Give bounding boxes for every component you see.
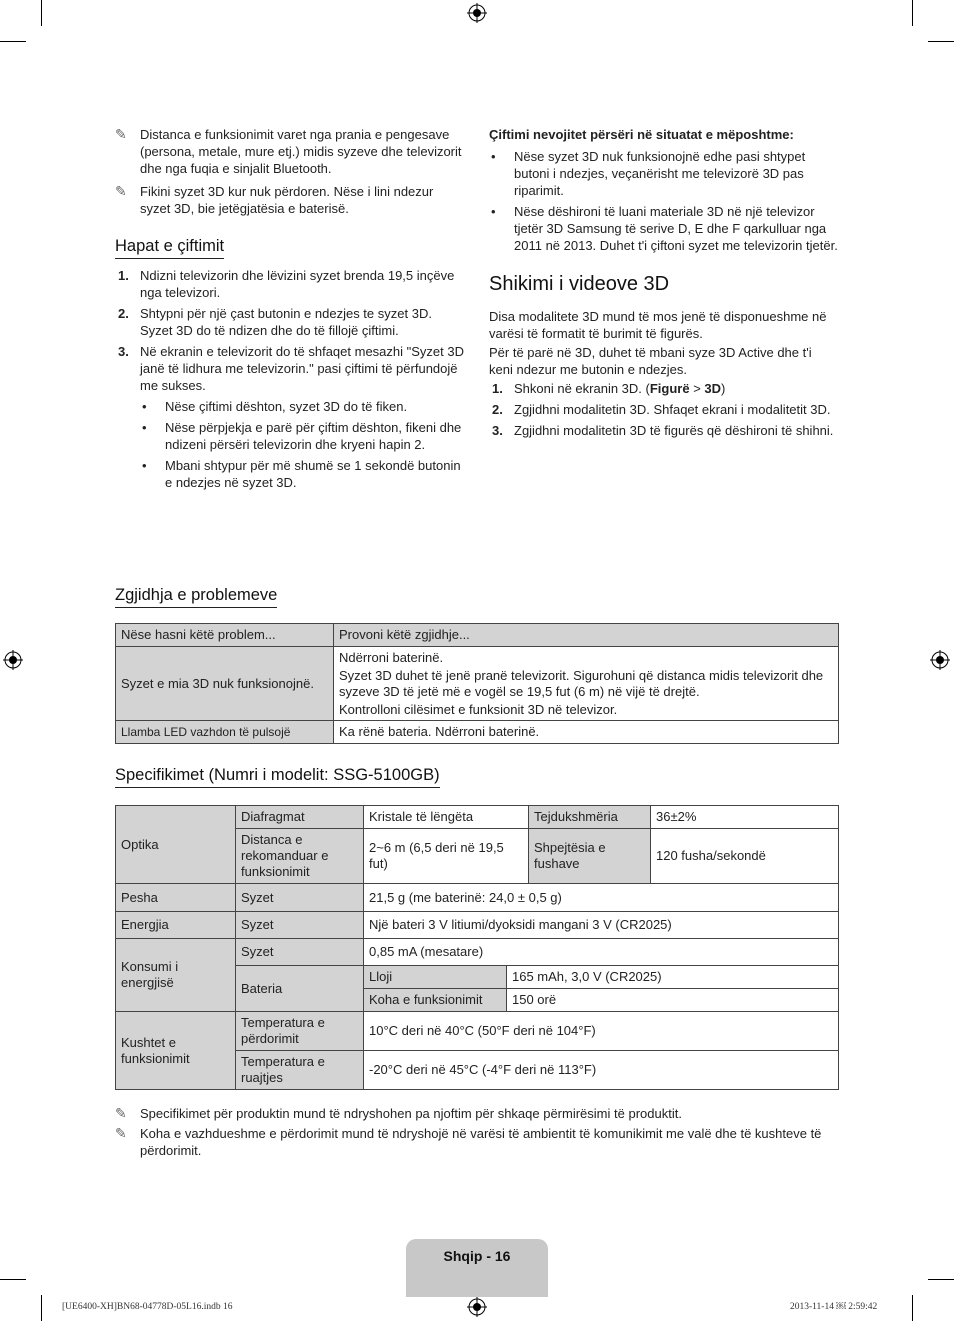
section-title-troubleshooting: Zgjidhja e problemeve xyxy=(115,586,277,608)
registration-mark-icon xyxy=(467,3,487,23)
print-file-info: [UE6400-XH]BN68-04778D-05L16.indb 16 xyxy=(62,1302,233,1312)
table-cell: Syzet xyxy=(236,884,364,912)
crop-mark xyxy=(41,1295,42,1321)
crop-mark xyxy=(928,1279,954,1280)
specs-table xyxy=(115,805,839,1090)
table-cell: -20°C deri në 45°C (-4°F deri në 113°F) xyxy=(364,1051,839,1090)
note: ✎ Specifikimet për produktin mund të ndryshohen pa njoftim për shkaqe përmirësimi të produktit. xyxy=(115,1105,682,1121)
table-cell: 165 mAh, 3,0 V (CR2025) xyxy=(507,966,839,989)
section-title-pairing: Hapat e çiftimit xyxy=(115,237,224,259)
table-cell: Optika xyxy=(116,806,236,884)
table-cell: 0,85 mA (mesatare) xyxy=(364,939,839,966)
list-item: 1. Ndizni televizorin dhe lëvizini syzet brenda 19,5 inçëve nga televizori. xyxy=(118,268,455,300)
table-header: Nëse hasni këtë problem... xyxy=(116,624,334,647)
pencil-note-icon: ✎ xyxy=(115,183,127,199)
paragraph: Për të parë në 3D, duhet të mbani syze 3D Active dhe t'i keni ndezur me butonin e ndezjes. xyxy=(489,345,812,377)
list-item: • Nëse përpjekja e parë për çiftim dështon, fikeni dhe ndizeni përsëri televizorin dhe kryeni hapin 2. xyxy=(140,419,465,453)
troubleshooting-table xyxy=(115,623,839,744)
list-item: 2. Zgjidhni modalitetin 3D. Shfaqet ekrani i modalitetit 3D. xyxy=(492,402,831,417)
crop-mark xyxy=(928,41,954,42)
spec-notes xyxy=(115,1105,839,1165)
table-cell: Temperatura e përdorimit xyxy=(236,1012,364,1051)
pencil-note-icon: ✎ xyxy=(115,126,127,142)
pencil-note-icon: ✎ xyxy=(115,1125,127,1141)
table-cell: Konsumi i energjisë xyxy=(116,939,236,1012)
list-item: • Mbani shtypur për më shumë se 1 sekondë butonin e ndezjes në syzet 3D. xyxy=(140,457,465,491)
table-cell: Shpejtësia e fushave xyxy=(529,829,651,884)
table-cell: Temperatura e ruajtjes xyxy=(236,1051,364,1090)
solution-line: Syzet 3D duhet të jenë pranë televizorit. Sigurohuni që distanca midis televizorit dhe syzeve 3D të jetë më e vogël se 19,5 fut (6 m) në vijë të drejtë. xyxy=(339,668,824,699)
list-item: • Nëse syzet 3D nuk funksionojnë edhe pasi shtypet butoni i ndezjes, veçanërisht me televizorë 3D pas riparimit. xyxy=(489,148,839,199)
table-cell: Kushtet e funksionimit xyxy=(116,1012,236,1090)
crop-mark xyxy=(0,41,26,42)
left-column xyxy=(115,126,465,495)
repair-title: Çiftimi nevojitet përsëri në situatat e mëposhtme: xyxy=(489,127,794,142)
table-cell: 10°C deri në 40°C (50°F deri në 104°F) xyxy=(364,1012,839,1051)
list-item: 2. Shtypni për një çast butonin e ndezjes te syzet 3D. Syzet 3D do të ndizen dhe do të fillojë çiftimi. xyxy=(118,306,432,338)
pairing-steps xyxy=(115,267,465,491)
registration-mark-icon xyxy=(930,650,950,670)
table-row xyxy=(116,721,839,744)
table-cell: Koha e funksionimit xyxy=(364,989,507,1012)
table-cell: 120 fusha/sekondë xyxy=(651,829,839,884)
table-cell: Bateria xyxy=(236,966,364,1012)
table-row xyxy=(116,912,839,939)
paragraph: Disa modalitete 3D mund të mos jenë të disponueshme në varësi të formatit të burimit të figurës. xyxy=(489,309,827,341)
table-cell: Syzet xyxy=(236,912,364,939)
table-cell: Energjia xyxy=(116,912,236,939)
table-cell: Kristale të lëngëta xyxy=(364,806,529,829)
table-cell: Syzet e mia 3D nuk funksionojnë. xyxy=(116,647,334,721)
video-steps xyxy=(489,380,839,439)
table-cell: 36±2% xyxy=(651,806,839,829)
crop-mark xyxy=(41,0,42,26)
section-title-3d-video: Shikimi i videove 3D xyxy=(489,273,670,295)
list-item: 3. Zgjidhni modalitetin 3D të figurës që dëshironi të shihni. xyxy=(492,423,834,438)
table-cell: Syzet xyxy=(236,939,364,966)
table-cell: Ka rënë bateria. Ndërroni baterinë. xyxy=(334,721,839,744)
specs-heading-wrap xyxy=(115,766,440,788)
table-cell: Llamba LED vazhdon të pulsojë xyxy=(116,721,334,744)
table-row xyxy=(116,884,839,912)
table-header: Provoni këtë zgjidhje... xyxy=(334,624,839,647)
pairing-bullets xyxy=(115,398,465,491)
section-title-specs: Specifikimet (Numri i modelit: SSG-5100GB) xyxy=(115,766,440,788)
right-column xyxy=(489,126,839,443)
table-cell: Një bateri 3 V litiumi/dyoksidi mangani 3 V (CR2025) xyxy=(364,912,839,939)
list-item: 1. Shkoni në ekranin 3D. (Figurë > 3D) xyxy=(492,381,726,396)
table-cell: 150 orë xyxy=(507,989,839,1012)
list-item: 3. Në ekranin e televizorit do të shfaqet mesazhi "Syzet 3D janë të lidhura me televizorin." pasi çiftimi të përfundojë me sukses. • Nëse çiftimi dështon, syzet 3D do të fiken. • Nëse përpjekja e parë për çiftim dështon, fikeni dhe ndizeni përsëri televizorin dhe kryeni hapin 2. • Mbani shtypur për më shumë se 1 sekondë butonin e ndezjes në syzet 3D. xyxy=(115,343,465,491)
note: ✎ Koha e vazhdueshme e përdorimit mund të ndryshojë në varësi të ambientit të komunikimit me valë dhe të kushteve të përdorimit. xyxy=(115,1125,822,1158)
repair-bullets xyxy=(489,148,839,254)
page-number: Shqip - 16 xyxy=(443,1248,511,1264)
table-cell: 21,5 g (me baterinë: 24,0 ± 0,5 g) xyxy=(364,884,839,912)
table-cell: Tejdukshmëria xyxy=(529,806,651,829)
list-item: • Nëse çiftimi dështon, syzet 3D do të fiken. xyxy=(140,398,465,415)
table-cell: Distanca e rekomanduar e funksionimit xyxy=(236,829,364,884)
crop-mark xyxy=(912,0,913,26)
note: ✎ Fikini syzet 3D kur nuk përdoren. Nëse i lini ndezur syzet 3D, bie jetëgjatësia e baterisë. xyxy=(115,183,434,216)
table-row xyxy=(116,624,839,647)
solution-line: Ndërroni baterinë. xyxy=(339,650,444,665)
table-row xyxy=(116,1012,839,1051)
table-cell: Diafragmat xyxy=(236,806,364,829)
pencil-note-icon: ✎ xyxy=(115,1105,127,1121)
solution-line: Kontrolloni cilësimet e funksionit 3D në televizor. xyxy=(339,702,618,717)
table-cell: Lloji xyxy=(364,966,507,989)
registration-mark-icon xyxy=(467,1297,487,1317)
page-number-tab xyxy=(406,1239,548,1297)
table-cell: Pesha xyxy=(116,884,236,912)
registration-mark-icon xyxy=(3,650,23,670)
troubleshooting-heading-wrap xyxy=(115,586,277,608)
list-item: • Nëse dëshironi të luani materiale 3D në një televizor tjetër 3D Samsung të serive D, E dhe F qarkulluar nga 2011 në 2013. Duhet t'i çiftoni syzet me televizorin tjetër. xyxy=(489,203,839,254)
table-row xyxy=(116,647,839,721)
print-date-info: 2013-11-14 ￼ 2:59:42 xyxy=(790,1302,878,1312)
crop-mark xyxy=(912,1295,913,1321)
table-row xyxy=(116,806,839,829)
table-cell xyxy=(334,647,839,721)
table-row xyxy=(116,939,839,966)
note: ✎ Distanca e funksionimit varet nga prania e pengesave (persona, metale, mure etj.) midis syzeve dhe televizorit dhe nga fuqia e sinjalit Bluetooth. xyxy=(115,126,462,176)
table-cell: 2~6 m (6,5 deri në 19,5 fut) xyxy=(364,829,529,884)
crop-mark xyxy=(0,1279,26,1280)
